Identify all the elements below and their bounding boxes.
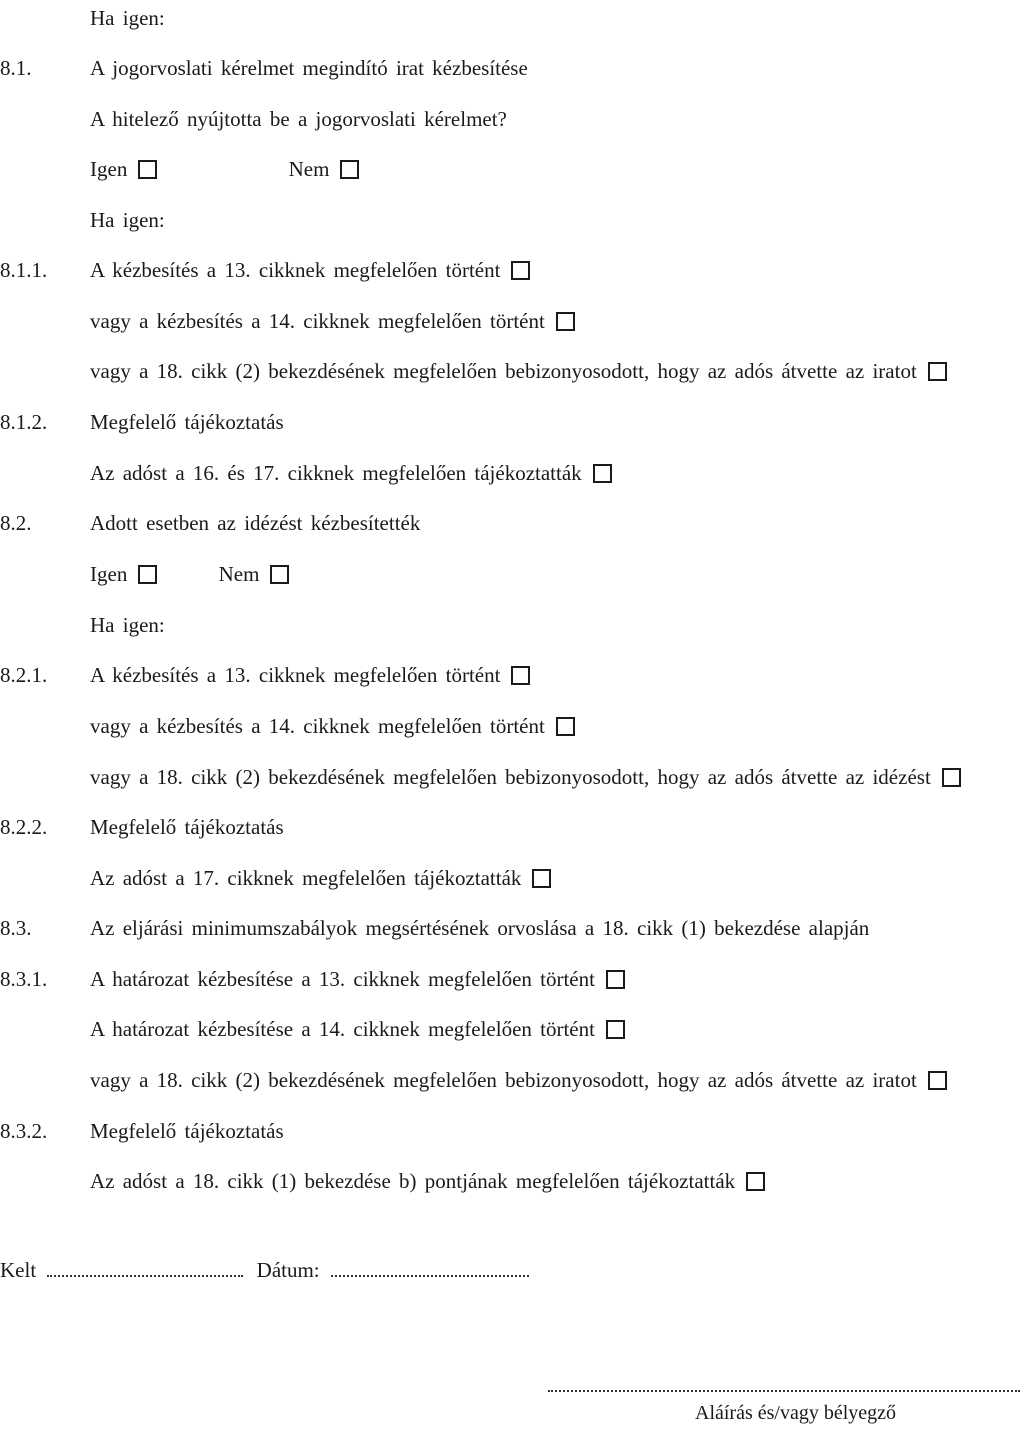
yes-no-options xyxy=(90,155,359,183)
section-number: 8.1.1. xyxy=(0,258,48,282)
row-text xyxy=(90,965,625,993)
row-text: Megfelelő tájékoztatás xyxy=(90,410,284,434)
signature-label: Aláírás és/vagy bélyegző xyxy=(695,1402,897,1424)
checkbox[interactable] xyxy=(928,362,947,381)
row-label: Az adóst a 17. cikknek megfelelően tájékoztatták xyxy=(90,866,522,890)
row-text xyxy=(90,712,575,740)
section-number: 8.3.1. xyxy=(0,967,48,991)
row-text xyxy=(90,864,551,892)
row-text: Ha igen: xyxy=(90,208,165,232)
place-date-fields xyxy=(0,1256,529,1284)
no-option xyxy=(289,155,360,183)
row-text xyxy=(90,1066,947,1094)
section-number: 8.2.2. xyxy=(0,815,48,839)
row-text: Megfelelő tájékoztatás xyxy=(90,1119,284,1143)
checkbox[interactable] xyxy=(593,464,612,483)
row-label: Az adóst a 18. cikk (1) bekezdése b) pontjának megfelelően tájékoztatták xyxy=(90,1169,736,1193)
checkbox[interactable] xyxy=(532,869,551,888)
no-label: Nem xyxy=(218,562,260,586)
datum-label: Dátum: xyxy=(256,1258,320,1282)
row-text xyxy=(90,459,612,487)
no-option xyxy=(219,560,290,588)
kelt-field[interactable] xyxy=(47,1261,243,1277)
no-checkbox[interactable] xyxy=(340,160,359,179)
row-text: Az eljárási minimumszabályok megsértésének orvoslása a 18. cikk (1) bekezdése alapján xyxy=(90,916,870,940)
yes-checkbox[interactable] xyxy=(138,160,157,179)
row-text: Ha igen: xyxy=(90,6,165,30)
row-label: vagy a kézbesítés a 14. cikknek megfelelően történt xyxy=(90,309,545,333)
yes-label: Igen xyxy=(90,157,128,181)
row-text: A hitelező nyújtotta be a jogorvoslati kérelmet? xyxy=(90,107,507,131)
no-label: Nem xyxy=(288,157,330,181)
checkbox[interactable] xyxy=(511,261,530,280)
row-label: vagy a 18. cikk (2) bekezdésének megfelelően bebizonyosodott, hogy az adós átvette az iratot xyxy=(90,359,917,383)
section-number: 8.1. xyxy=(0,56,32,80)
section-number: 8.1.2. xyxy=(0,410,48,434)
row-label: vagy a kézbesítés a 14. cikknek megfelelően történt xyxy=(90,714,545,738)
checkbox[interactable] xyxy=(746,1172,765,1191)
row-text: Ha igen: xyxy=(90,613,165,637)
row-text xyxy=(90,1015,625,1043)
yes-no-options xyxy=(90,560,289,588)
datum-field[interactable] xyxy=(331,1261,529,1277)
checkbox[interactable] xyxy=(511,666,530,685)
row-label: A határozat kézbesítése a 14. cikknek megfelelően történt xyxy=(90,1017,595,1041)
row-label: Az adóst a 16. és 17. cikknek megfelelően tájékoztatták xyxy=(90,461,582,485)
row-text xyxy=(90,357,947,385)
section-number: 8.3.2. xyxy=(0,1119,48,1143)
row-text: Adott esetben az idézést kézbesítették xyxy=(90,511,421,535)
row-text xyxy=(90,763,961,791)
kelt-label: Kelt xyxy=(0,1258,37,1282)
yes-checkbox[interactable] xyxy=(138,565,157,584)
yes-option xyxy=(90,560,157,588)
row-text xyxy=(90,1167,765,1195)
checkbox[interactable] xyxy=(606,1020,625,1039)
row-label: vagy a 18. cikk (2) bekezdésének megfelelően bebizonyosodott, hogy az adós átvette az idézést xyxy=(90,765,931,789)
checkbox[interactable] xyxy=(556,717,575,736)
yes-label: Igen xyxy=(90,562,128,586)
section-number: 8.2. xyxy=(0,511,32,535)
section-number: 8.2.1. xyxy=(0,663,48,687)
row-label: vagy a 18. cikk (2) bekezdésének megfelelően bebizonyosodott, hogy az adós átvette az iratot xyxy=(90,1068,917,1092)
checkbox[interactable] xyxy=(606,970,625,989)
checkbox[interactable] xyxy=(556,312,575,331)
row-text xyxy=(90,661,530,689)
checkbox[interactable] xyxy=(942,768,961,787)
row-text: Megfelelő tájékoztatás xyxy=(90,815,284,839)
section-number: 8.3. xyxy=(0,916,32,940)
row-label: A határozat kézbesítése a 13. cikknek megfelelően történt xyxy=(90,967,595,991)
signature-line[interactable] xyxy=(548,1390,1020,1392)
no-checkbox[interactable] xyxy=(270,565,289,584)
row-label: A kézbesítés a 13. cikknek megfelelően történt xyxy=(90,258,501,282)
yes-option xyxy=(90,155,157,183)
row-text xyxy=(90,307,575,335)
row-label: A kézbesítés a 13. cikknek megfelelően történt xyxy=(90,663,501,687)
row-text: A jogorvoslati kérelmet megindító irat kézbesítése xyxy=(90,56,528,80)
checkbox[interactable] xyxy=(928,1071,947,1090)
row-text xyxy=(90,256,530,284)
